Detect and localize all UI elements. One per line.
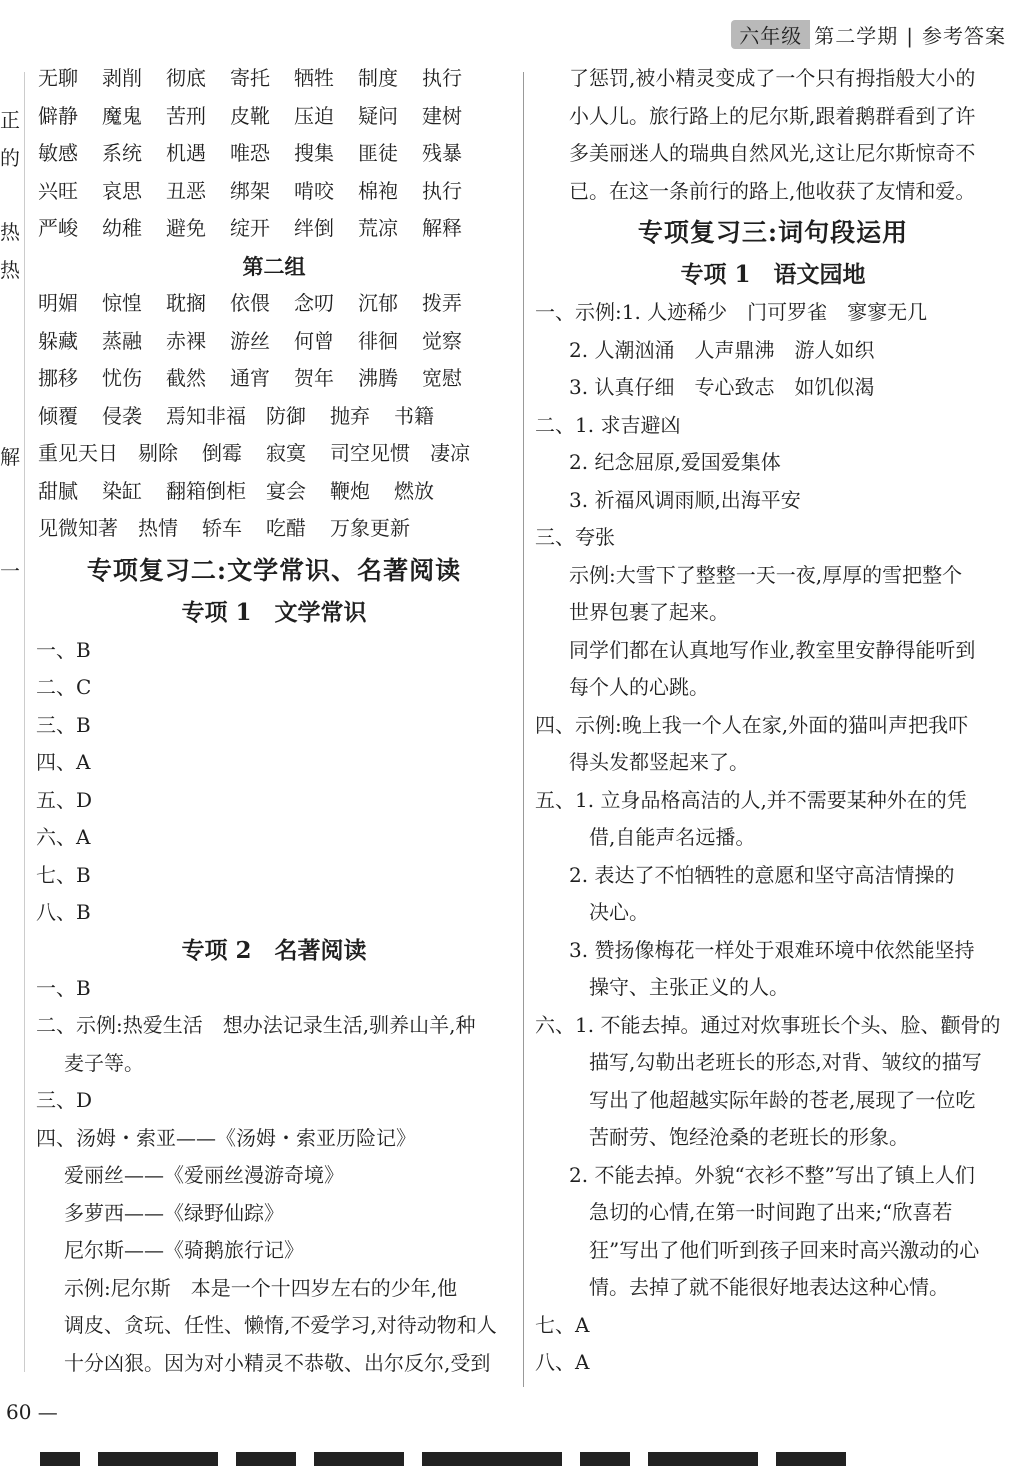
s2-item1-title: 专项 1 文学常识 <box>181 598 367 626</box>
word: 丑恶 <box>166 178 206 203</box>
answer-line: 借,自能声名远播。 <box>589 825 756 849</box>
answer-line: 2. 纪念屈原,爱国爱集体 <box>569 450 781 474</box>
left-margin-rule <box>24 72 25 1372</box>
word: 抛弃 <box>330 403 370 428</box>
s2-item2-title: 专项 2 名著阅读 <box>181 936 367 964</box>
word: 轿车 <box>202 516 242 540</box>
answer-line: 五、D <box>36 787 93 812</box>
answer-line: 二、1. 求吉避凶 <box>535 412 681 437</box>
answer-line: 写出了他超越实际年龄的苍老,展现了一位吃 <box>589 1087 976 1112</box>
word: 忧伤 <box>102 366 142 390</box>
answer-line: 苦耐劳、饱经沧桑的老班长的形象。 <box>589 1125 909 1149</box>
right-column <box>533 60 1010 1382</box>
answer-line: 三、D <box>36 1088 93 1112</box>
word: 司空见惯 <box>330 441 410 465</box>
word: 沸腾 <box>358 366 398 390</box>
word: 热情 <box>138 516 178 540</box>
term-label: 第二学期 <box>814 24 899 48</box>
word: 苦刑 <box>166 103 206 128</box>
word: 棉袍 <box>358 178 398 203</box>
word: 沉郁 <box>358 291 398 315</box>
answer-line: 调皮、贪玩、任性、懒惰,不爱学习,对待动物和人 <box>64 1313 497 1337</box>
word: 魔鬼 <box>102 103 142 128</box>
answer-line: 多萝西——《绿野仙踪》 <box>64 1200 284 1225</box>
word: 机遇 <box>166 141 206 165</box>
word: 万象更新 <box>330 516 410 540</box>
word: 游丝 <box>230 328 270 353</box>
word: 牺牲 <box>294 66 334 90</box>
word: 绊倒 <box>294 216 334 240</box>
answer-line: 示例:大雪下了整整一天一夜,厚厚的雪把整个 <box>569 562 963 587</box>
answer-line: 3. 赞扬像梅花一样处于艰难环境中依然能坚持 <box>569 937 975 962</box>
word: 剥削 <box>102 66 142 90</box>
word: 哀思 <box>102 178 142 203</box>
answer-line: 狂”写出了他们听到孩子回来时高兴激动的心 <box>589 1237 980 1262</box>
answer-line: 2. 不能去掉。外貌“衣衫不整”写出了镇上人们 <box>569 1162 975 1187</box>
word-row <box>30 98 518 136</box>
answer-line: 2. 人潮汹涌 人声鼎沸 游人如织 <box>569 337 875 362</box>
word-row <box>30 60 518 98</box>
group2-title: 第二组 <box>242 253 306 279</box>
answer-line: 爱丽丝——《爱丽丝漫游奇境》 <box>64 1163 344 1187</box>
word: 贺年 <box>294 366 334 390</box>
word: 甜腻 <box>38 478 78 503</box>
word: 执行 <box>422 66 462 90</box>
edge-char: 的 <box>0 146 20 170</box>
answer-line: 急切的心情,在第一时间跑了出来;“欣喜若 <box>589 1200 953 1224</box>
continued-paragraph <box>533 60 1010 210</box>
section3-title: 专项复习三:词句段运用 <box>637 218 909 247</box>
word: 拨弄 <box>422 291 462 315</box>
word: 绽开 <box>230 216 270 240</box>
answer-line: 一、示例:1. 人迹稀少 门可罗雀 寥寥无几 <box>535 300 928 324</box>
word: 寄托 <box>230 66 270 90</box>
word: 剔除 <box>138 441 178 465</box>
word: 绑架 <box>230 178 270 203</box>
word: 僻静 <box>38 103 78 128</box>
word: 残暴 <box>422 141 462 165</box>
word: 念叨 <box>294 291 334 315</box>
word: 皮靴 <box>230 103 270 128</box>
word: 依偎 <box>230 291 270 315</box>
word: 燃放 <box>394 478 434 503</box>
edge-char: 解 <box>0 445 20 469</box>
word: 无聊 <box>38 66 78 90</box>
word: 解释 <box>422 216 462 240</box>
word: 翻箱倒柜 <box>166 478 246 503</box>
answer-line: 2. 表达了不怕牺牲的意愿和坚守高洁情操的 <box>569 862 955 887</box>
section2-title: 专项复习二:文学常识、名著阅读 <box>86 555 462 585</box>
word: 荒凉 <box>358 216 398 240</box>
answer-line: 八、B <box>36 900 91 924</box>
word: 敏感 <box>38 141 78 165</box>
answer-line: 四、汤姆・索亚——《汤姆・索亚历险记》 <box>36 1125 416 1150</box>
word-row <box>30 398 518 436</box>
word: 惊惶 <box>102 291 142 315</box>
word: 倾覆 <box>38 403 78 428</box>
s2-item2-answers <box>30 970 518 1383</box>
word-row <box>30 473 518 511</box>
word: 耽搁 <box>166 291 206 315</box>
word: 建树 <box>422 103 462 128</box>
page-header <box>731 20 1010 50</box>
answer-line: 四、A <box>36 750 91 774</box>
word: 重见天日 <box>38 441 118 465</box>
answers-label: 参考答案 <box>922 24 1006 48</box>
answer-line: 七、A <box>535 1312 590 1337</box>
answer-line: 同学们都在认真地写作业,教室里安静得能听到 <box>569 637 976 662</box>
answer-line: 八、A <box>535 1350 590 1374</box>
word-row <box>30 510 518 548</box>
paragraph-line: 小人儿。旅行路上的尼尔斯,跟着鹅群看到了许 <box>569 103 976 128</box>
answer-line: 二、C <box>36 675 92 699</box>
header-separator: | <box>906 24 914 48</box>
answer-line: 描写,勾勒出老班长的形态,对背、皱纹的描写 <box>589 1050 982 1074</box>
word: 制度 <box>358 66 398 90</box>
word: 觉察 <box>422 328 462 353</box>
word: 避免 <box>166 216 206 240</box>
word: 挪移 <box>38 366 78 390</box>
word-row <box>30 135 518 173</box>
answer-line: 示例:尼尔斯 本是一个十四岁左右的少年,他 <box>64 1275 458 1300</box>
answer-line: 四、示例:晚上我一个人在家,外面的猫叫声把我吓 <box>535 712 969 737</box>
word: 系统 <box>102 141 142 165</box>
answer-line: 二、示例:热爱生活 想办法记录生活,驯养山羊,种 <box>36 1013 476 1037</box>
word: 唯恐 <box>230 141 270 165</box>
edge-char: 热 <box>0 258 20 282</box>
edge-char: 热 <box>0 220 20 244</box>
answer-line: 一、B <box>36 637 91 662</box>
word-grid-group2 <box>30 285 518 548</box>
word-row <box>30 323 518 361</box>
word: 疑问 <box>358 103 398 128</box>
left-column <box>30 60 518 1382</box>
word: 压迫 <box>294 103 334 128</box>
word: 蒸融 <box>102 328 142 353</box>
word: 倒霉 <box>202 441 242 465</box>
answer-line: 麦子等。 <box>64 1050 144 1075</box>
answer-line: 五、1. 立身品格高洁的人,并不需要某种外在的凭 <box>535 787 967 812</box>
word-row <box>30 435 518 473</box>
answer-line: 得头发都竖起来了。 <box>569 750 749 774</box>
word: 严峻 <box>38 216 78 240</box>
answer-line: 一、B <box>36 975 91 1000</box>
word: 啃咬 <box>294 178 334 203</box>
paragraph-line: 多美丽迷人的瑞典自然风光,这让尼尔斯惊奇不 <box>569 141 976 165</box>
word: 寂寞 <box>266 441 306 465</box>
word: 明媚 <box>38 291 78 315</box>
paragraph-line: 了惩罚,被小精灵变成了一个只有拇指般大小的 <box>569 66 976 90</box>
word: 鞭炮 <box>330 478 370 503</box>
answer-line: 3. 认真仔细 专心致志 如饥似渴 <box>569 375 875 399</box>
answer-line: 情。去掉了就不能很好地表达这种心情。 <box>589 1275 949 1299</box>
s3-item1-answers <box>533 294 1010 1382</box>
word: 宴会 <box>266 478 306 503</box>
answer-line: 决心。 <box>589 900 649 924</box>
word: 执行 <box>422 178 462 203</box>
word: 宽慰 <box>422 366 462 390</box>
column-divider <box>523 72 524 1387</box>
answer-line: 世界包裹了起来。 <box>569 600 729 624</box>
bleed-through-strip <box>40 1452 1000 1468</box>
word: 幼稚 <box>102 216 142 240</box>
s3-item1-title: 专项 1 语文园地 <box>680 261 866 288</box>
word: 侵袭 <box>102 403 142 428</box>
word: 躲藏 <box>38 328 78 353</box>
word: 凄凉 <box>430 441 470 465</box>
answer-line: 六、A <box>36 825 91 849</box>
paragraph-line: 已。在这一条前行的路上,他收获了友情和爱。 <box>569 178 976 203</box>
answer-line: 六、1. 不能去掉。通过对炊事班长个头、脸、颧骨的 <box>535 1012 1001 1037</box>
word-grid-group1 <box>30 60 518 248</box>
word: 截然 <box>166 366 206 390</box>
word: 焉知非福 <box>166 403 246 428</box>
word: 彻底 <box>166 66 206 90</box>
word-row <box>30 285 518 323</box>
word-row <box>30 360 518 398</box>
word: 吃醋 <box>266 516 306 540</box>
answer-line: 尼尔斯——《骑鹅旅行记》 <box>64 1238 304 1262</box>
edge-char: 一 <box>0 559 20 583</box>
word: 兴旺 <box>38 178 78 203</box>
answer-line: 三、夸张 <box>535 525 615 549</box>
s2-item1-answers <box>30 632 518 932</box>
word: 书籍 <box>394 403 434 428</box>
word: 染缸 <box>102 478 142 503</box>
answer-line: 三、B <box>36 712 91 737</box>
word: 赤裸 <box>166 328 206 353</box>
answer-line: 十分凶狠。因为对小精灵不恭敬、出尔反尔,受到 <box>64 1350 491 1375</box>
word: 见微知著 <box>38 516 118 540</box>
word: 匪徒 <box>358 141 398 165</box>
word-row <box>30 173 518 211</box>
word: 徘徊 <box>358 328 398 353</box>
word: 防御 <box>266 403 306 428</box>
answer-line: 3. 祈福风调雨顺,出海平安 <box>569 487 801 512</box>
word: 通宵 <box>230 366 270 390</box>
grade-label: 六年级 <box>731 20 810 49</box>
word-row <box>30 210 518 248</box>
page-number: 60 — <box>6 1400 58 1424</box>
word: 何曾 <box>294 328 334 353</box>
answer-line: 每个人的心跳。 <box>569 675 709 699</box>
answer-line: 操守、主张正义的人。 <box>589 975 789 999</box>
edge-char: 正 <box>0 108 20 132</box>
answer-line: 七、B <box>36 862 91 887</box>
word: 搜集 <box>294 141 334 165</box>
